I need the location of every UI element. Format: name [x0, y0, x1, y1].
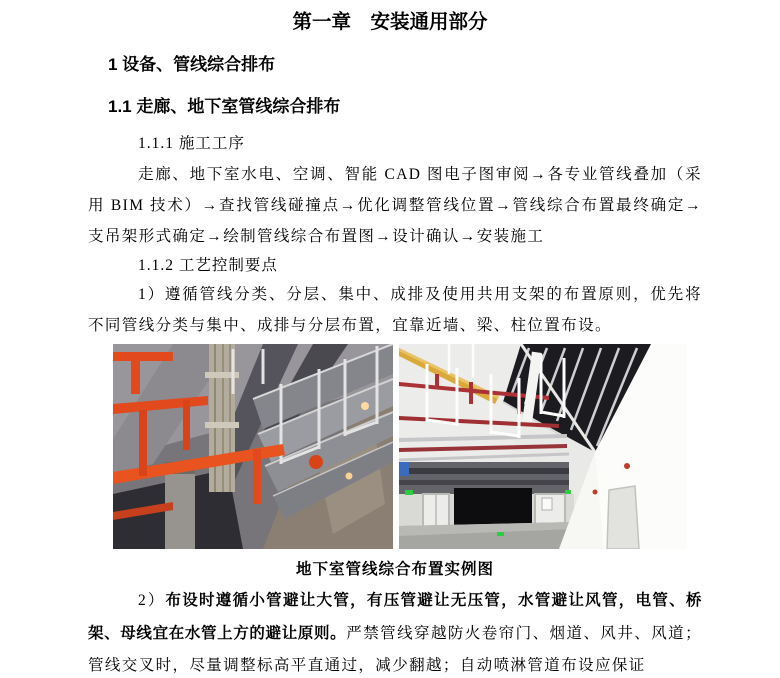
point-2-prefix: 2） [138, 592, 166, 609]
exit-light [497, 532, 504, 536]
orange-valve [309, 455, 323, 469]
red-wall-marker [593, 490, 598, 495]
figure-caption: 地下室管线综合布置实例图 [295, 561, 494, 578]
control-point-2-paragraph [88, 585, 702, 678]
orange-riser [139, 410, 147, 476]
document-body [0, 54, 780, 678]
exit-light [405, 490, 413, 495]
orange-riser [183, 400, 190, 450]
red-branch [469, 382, 473, 404]
chapter-title: 第一章 安装通用部分 [292, 11, 488, 33]
figure-row [113, 344, 687, 549]
orange-pipe-drop [131, 352, 140, 394]
heading-section-1-1: 1.1 走廊、地下室管线综合排布 [108, 97, 341, 116]
conduit-clamp [205, 422, 239, 428]
lamp-glow [346, 473, 353, 480]
red-branch [435, 374, 439, 386]
far-tray [399, 468, 569, 474]
point-2-rest-text: 严禁管线穿越防火卷帘门、烟道、风井、风道；管线交叉时，尽量调整标高平直通过，减少翻越；自动喷淋管道布设应保证 [88, 624, 702, 674]
wall-door [607, 486, 639, 549]
subheading-1-1-1: 1.1.1 施工工序 [138, 135, 245, 152]
door-window [542, 498, 552, 510]
blue-sign [399, 462, 409, 476]
construction-process-paragraph: 走廊、地下室水电、空调、智能 CAD 图电子图审阅→各专业管线叠加（采用 BIM 技术）→查找管线碰撞点→优化调整管线位置→管线综合布置最终确定→支吊架形式确定→绘制管线综合布置图→设计确认→安装施工 [88, 166, 702, 245]
point-2-bold-text: 布设时遵循小管避让大管，有压管避让无压管，水管避让风管，电管、桥架、母线宜在水管上方的避让原则。 [88, 592, 702, 642]
far-tray [399, 480, 569, 485]
exit-light [565, 490, 571, 494]
control-point-1-paragraph: 1）遵循管线分类、分层、集中、成排及使用共用支架的布置原则，优先将不同管线分类与集中、成排与分层布置，宜靠近墙、梁、柱位置布设。 [88, 286, 702, 334]
orange-riser [253, 449, 261, 504]
basement-photo-right [399, 344, 687, 549]
lamp-glow [361, 402, 369, 410]
red-wall-marker [624, 463, 630, 469]
basement-photo-left [113, 344, 393, 549]
orange-pipe [113, 352, 173, 361]
heading-section-1: 1 设备、管线综合排布 [108, 55, 276, 74]
subheading-1-1-2: 1.1.2 工艺控制要点 [138, 257, 278, 274]
